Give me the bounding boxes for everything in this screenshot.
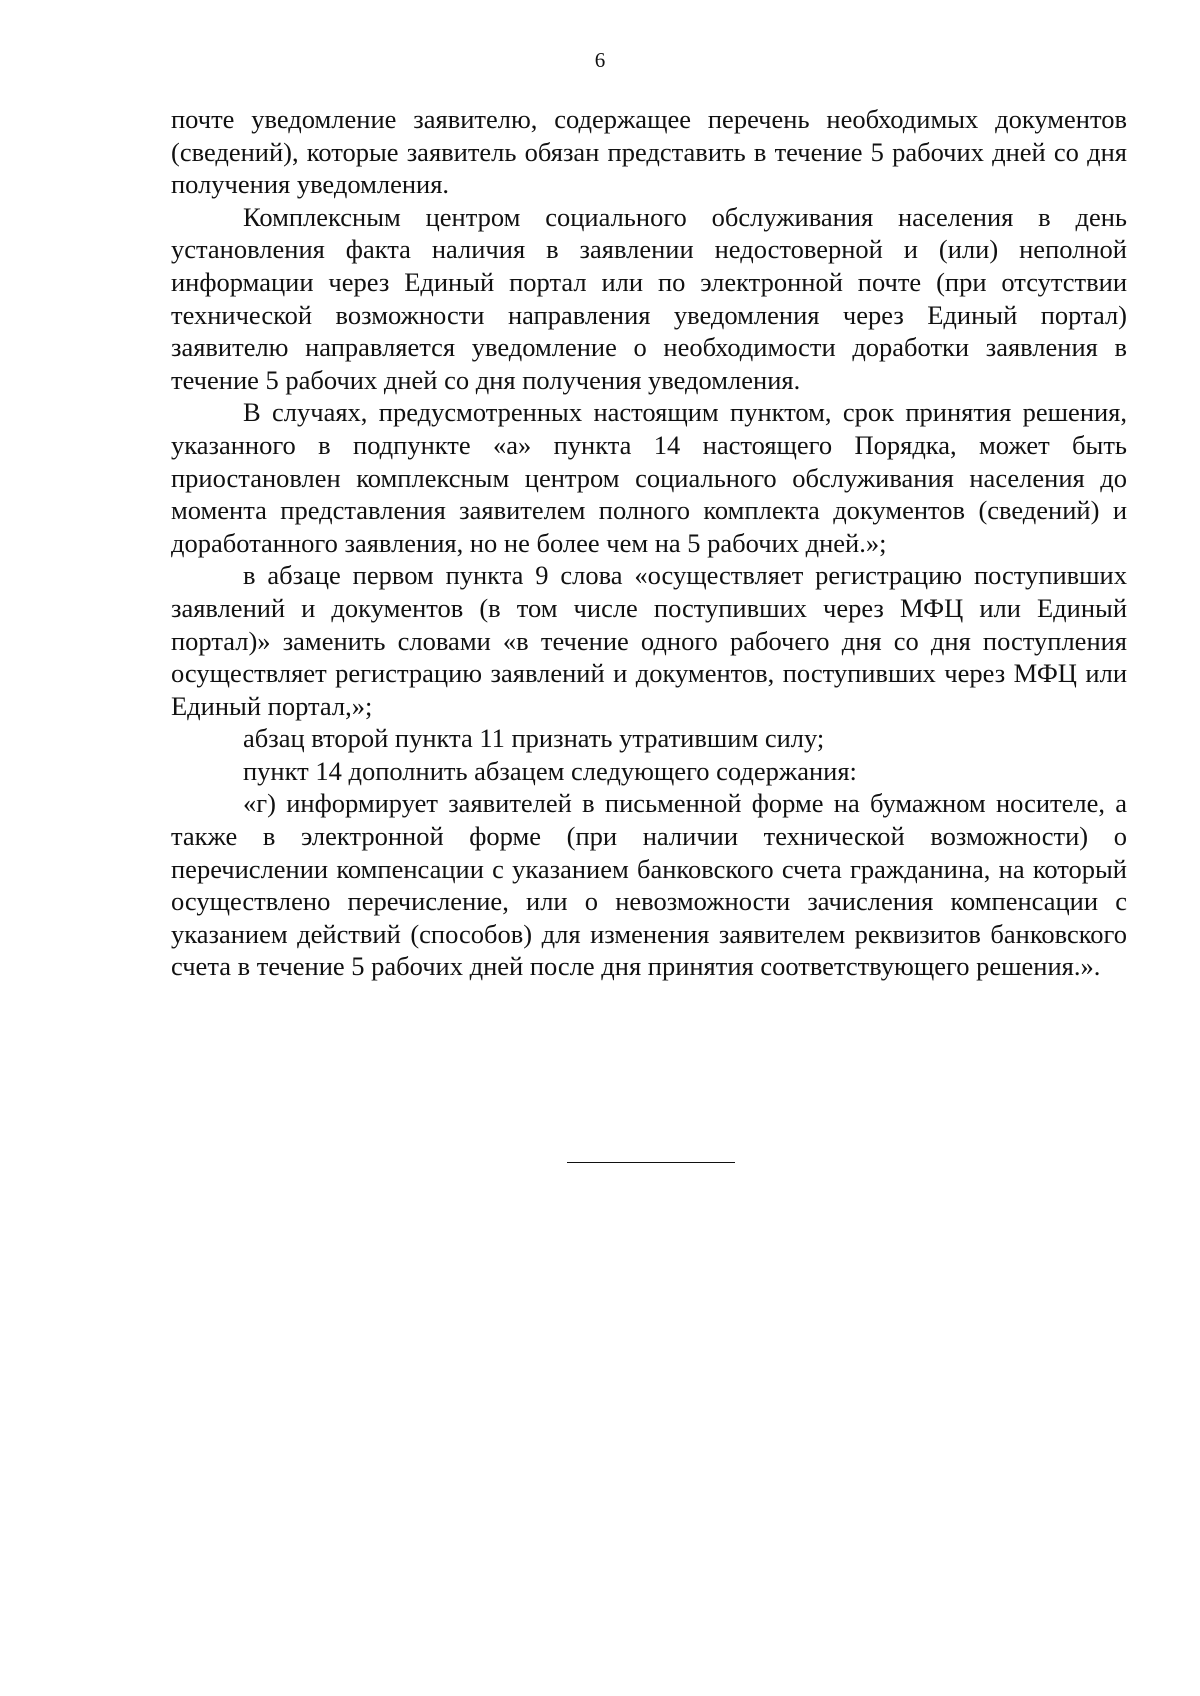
document-body: [171, 103, 1127, 983]
paragraph-amendment-item-11: абзац второй пункта 11 признать утратившим силу;: [243, 723, 825, 754]
paragraph-subitem-g: «г) информирует заявителей в письменной форме на бумажном носителе, а также в электронной форме (при наличии технической возможности) о перечислении компенсации с указанием банковского счета гражданина, на который осуществлено перечисление, или о невозможности зачисления компенсации с указанием действий (способов) для изменения заявителем реквизитов банковского счета в течение 5 рабочих дней после дня принятия соответствующего решения.».: [171, 788, 1127, 982]
end-of-text-rule: [567, 1162, 735, 1163]
paragraph-amendment-item-9: в абзаце первом пункта 9 слова «осуществляет регистрацию поступивших заявлений и документов (в том числе поступивших через МФЦ или Единый портал)» заменить словами «в течение одного рабочего дня со дня поступления осуществляет регистрацию заявлений и документов, поступивших через МФЦ или Единый портал,»;: [171, 560, 1127, 721]
paragraph-decision-suspension: В случаях, предусмотренных настоящим пунктом, срок принятия решения, указанного в подпункте «а» пункта 14 настоящего Порядка, может быть приостановлен комплексным центром социального обслуживания населения до момента представления заявителем полного комплекта документов (сведений) и доработанного заявления, но не более чем на 5 рабочих дней.»;: [171, 397, 1127, 558]
paragraph-revision-notice: Комплексным центром социального обслуживания населения в день установления факта наличия в заявлении недостоверной и (или) неполной информации через Единый портал или по электронной почте (при отсутствии технической возможности направления уведомления через Единый портал) заявителю направляется уведомление о необходимости доработки заявления в течение 5 рабочих дней со дня получения уведомления.: [171, 201, 1127, 395]
page-number: 6: [594, 48, 606, 72]
paragraph-notification-documents: почте уведомление заявителю, содержащее перечень необходимых документов (сведений), которые заявитель обязан представить в течение 5 рабочих дней со дня получения уведомления.: [171, 104, 1127, 200]
paragraph-amendment-item-14: пункт 14 дополнить абзацем следующего содержания:: [243, 755, 857, 786]
